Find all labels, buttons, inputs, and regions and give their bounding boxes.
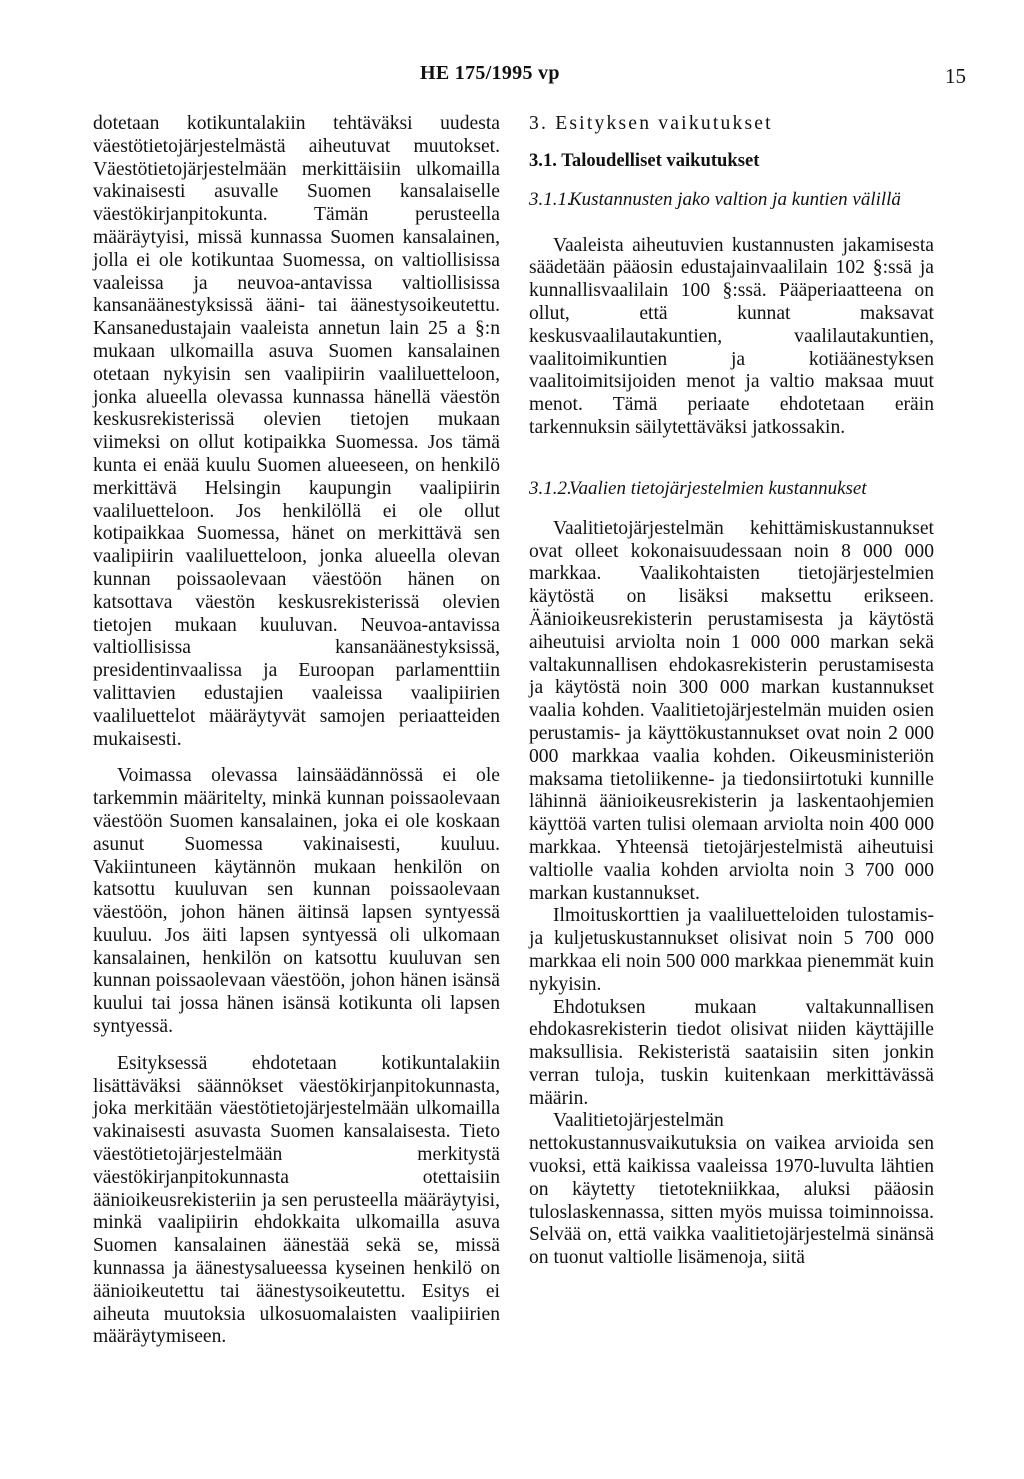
section-heading: 3. Esityksen vaikutukset (529, 113, 773, 134)
heading-number: 3.1.1. (529, 188, 572, 210)
paragraph: Vaaleista aiheutuvien kustannusten jakamisesta säädetään pääosin edustajainvaalilain 102 §:ssä ja kunnallisvaalilain 100 §:ssä. Pääperiaatteena on ollut, että kunnat maksavat keskusvaalilautakuntien, vaalilautakuntien, vaalitoimikuntien ja kotiäänestyksen vaalitoimitsijoiden menot ja valtio maksaa muut menot. Tämä periaate ehdotetaan eräin tarkennuksin säilytettäväksi jatkossakin. (529, 234, 934, 438)
heading-title: Kustannusten jako valtion ja kuntien välillä (569, 188, 901, 210)
heading-number: 3.1.2. (529, 477, 572, 499)
left-column (93, 113, 500, 1349)
subsubsection-heading (529, 478, 934, 500)
paragraph: Vaalitietojärjestelmän nettokustannusvaikutuksia on vaikea arvioida sen vuoksi, että kaikissa vaaleissa 1970-luvulta lähtien on käytetty tietotekniikkaa, aluksi pääosin tuloslaskennassa, sitten myös muissa toiminnoissa. Selvää on, että vaikka vaalitietojärjestelmä sinänsä on tuonut valtiolle lisämenoja, siitä (529, 1110, 934, 1269)
paragraph: Ehdotuksen mukaan valtakunnallisen ehdokasrekisterin tiedot olisivat niiden käyttäjille maksullisia. Rekisteristä saataisiin siten jonkin verran tuloja, tuskin kuitenkaan merkittävässä määrin. (529, 996, 934, 1109)
paragraph: Esityksessä ehdotetaan kotikuntalakiin lisättäväksi säännökset väestökirjanpitokunnasta, joka merkitään väestötietojärjestelmään ulkomailla vakinaisesti asuvasta Suomen kansalaisesta. Tieto väestötietojärjestelmään merkitystä väestökirjanpitokunnasta otettaisiin äänioikeusrekisteriin ja sen perusteella määräytyisi, minkä vaalipiirin ehdokkaita ulkomailla asuva Suomen kansalainen äänestää sekä se, missä kunnassa ja äänestysalueessa kyseinen henkilö on äänioikeutettu tai äänestysoikeutettu. Esitys ei aiheuta muutoksia ulkosuomalaisten vaalipiirien määräytymiseen. (93, 1052, 500, 1348)
subsection-heading: 3.1. Taloudelliset vaikutukset (529, 149, 760, 171)
subsubsection-heading (529, 189, 934, 211)
page-number: 15 (945, 64, 966, 88)
document-id: HE 175/1995 vp (420, 62, 560, 84)
right-column (529, 113, 934, 1270)
heading-title: Vaalien tietojärjestelmien kustannukset (569, 477, 867, 499)
paragraph: Ilmoituskorttien ja vaaliluetteloiden tulostamis- ja kuljetuskustannukset olisivat noin 5 700 000 markkaa eli noin 500 000 markkaa pienemmät kuin nykyisin. (529, 905, 934, 995)
paragraph: Voimassa olevassa lainsäädännössä ei ole tarkemmin määritelty, minkä kunnan poissaolevaan väestöön Suomen kansalainen, joka ei ole koskaan asunut Suomessa vakinaisesti, kuuluu. Vakiintuneen käytännön mukaan henkilön on katsottu kuuluvan sen kunnan poissaolevaan väestöön, johon hänen äitinsä lapsen syntyessä kuuluu. Jos äiti lapsen syntyessä oli ulkomaan kansalainen, henkilön on katsottu kuuluvan sen kunnan poissaolevaan väestöön, johon hänen isänsä kuului tai jossa hänen isänsä kotikunta oli lapsen syntyessä. (93, 765, 500, 1038)
paragraph: Vaalitietojärjestelmän kehittämiskustannukset ovat olleet kokonaisuudessaan noin 8 000 000 markkaa. Vaalikohtaisten tietojärjestelmien käytöstä on lisäksi maksettu erikseen. Äänioikeusrekisterin perustamisesta ja käytöstä aiheutuisi arviolta noin 1 000 000 markan sekä valtakunnallisen ehdokasrekisterin perustamisesta ja käytöstä noin 300 000 markan kustannukset vaalia kohden. Vaalitietojärjestelmän muiden osien perustamis- ja käyttökustannukset ovat noin 2 000 000 markkaa vaalia kohden. Oikeusministeriön maksama tietoliikenne- ja tiedonsiirtotuki kunnille lähinnä äänioikeusrekisterin ja laskentaohjemien käyttöä varten tulisi olemaan arviolta noin 400 000 markkaa. Yhteensä tietojärjestelmistä aiheutuisi valtiolle vaalia kohden arviolta noin 3 700 000 markan kustannukset. (529, 517, 934, 904)
paragraph: dotetaan kotikuntalakiin tehtäväksi uudesta väestötietojärjestelmästä aiheutuvat muutokset. Väestötietojärjestelmään merkittäisiin ulkomailla vakinaisesti asuvalle Suomen kansalaiselle väestökirjanpitokunta. Tämän perusteella määräytyisi, missä kunnassa Suomen kansalainen, jolla ei ole kotikuntaa Suomessa, on valtiollisissa vaaleissa ja neuvoa-antavissa valtiollisissa kansanäänestyksissä ääni- tai äänestysoikeutettu. Kansanedustajain vaaleista annetun lain 25 a §:n mukaan ulkomailla asuva Suomen kansalainen otetaan nykyisin sen vaalipiirin vaaliluetteloon, jonka alueella olevassa kunnassa hänellä väestön keskusrekisterissä olevien tietojen mukaan viimeksi on ollut kotipaikka Suomessa. Jos tämä kunta ei enää kuulu Suomen alueeseen, on henkilö merkittävä Helsingin kaupungin vaalipiirin vaaliluetteloon. Jos henkilöllä ei ole ollut kotipaikkaa Suomessa, hänet on merkittävä sen vaalipiirin vaaliluetteloon, jonka alueella olevan kunnan poissaolevaan väestöön hänen on katsottava väestön keskusrekisterissä olevien tietojen mukaan kuuluvan. Neuvoa-antavissa valtiollisissa kansanäänestyksissä, presidentinvaalissa ja Euroopan parlamenttiin valittavien edustajien vaaleissa vaalipiirien vaaliluettelot määräytyvät samojen periaatteiden mukaisesti. (93, 113, 500, 750)
page-header (0, 62, 1024, 92)
